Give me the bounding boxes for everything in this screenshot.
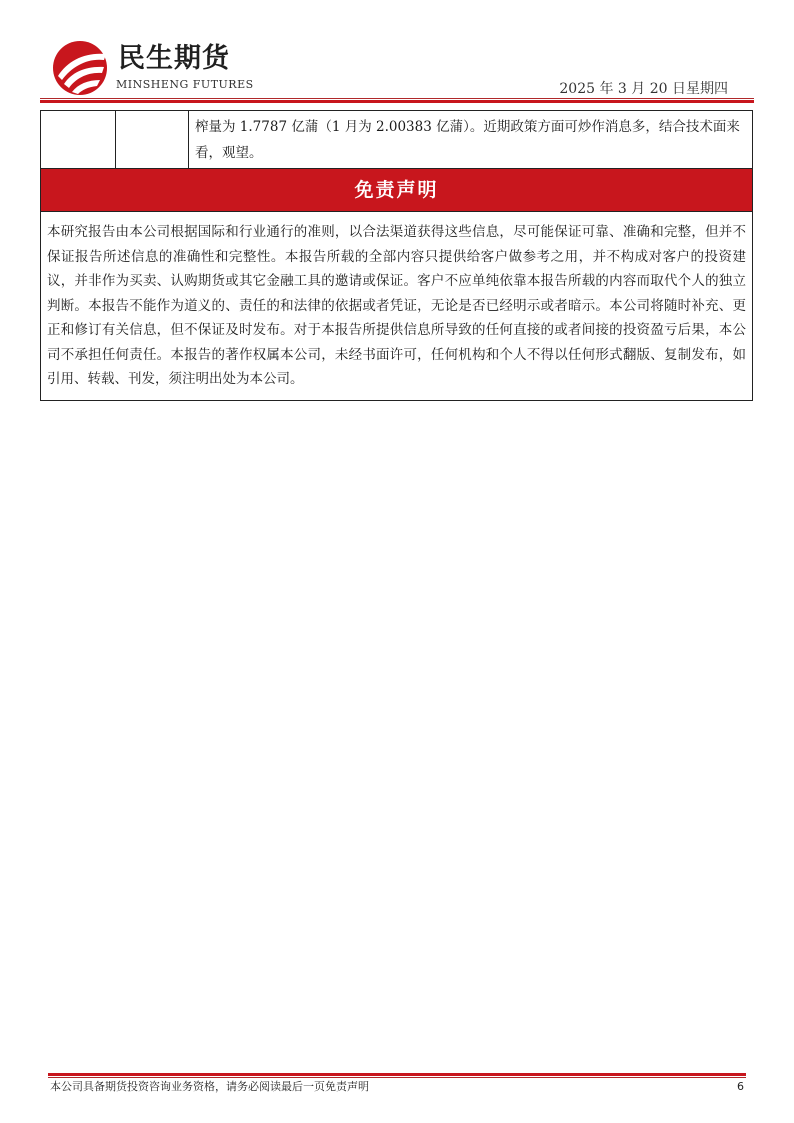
content-table xyxy=(40,110,753,401)
table-cell-empty xyxy=(116,111,189,168)
brand-name-en: MINSHENG FUTURES xyxy=(116,78,254,91)
brand-name-cn: 民生期货 xyxy=(118,43,230,74)
header-divider-thin xyxy=(40,98,754,99)
footer-divider-thin xyxy=(48,1077,746,1078)
minsheng-logo-icon xyxy=(50,40,110,96)
header-divider-thick xyxy=(40,100,754,103)
table-row xyxy=(41,111,752,169)
page-number: 6 xyxy=(737,1080,744,1093)
footer-divider-thick xyxy=(48,1073,746,1076)
disclaimer-banner: 免责声明 xyxy=(41,169,752,212)
table-cell-text: 榨量为 1.7787 亿蒲（1 月为 2.00383 亿蒲）。近期政策方面可炒作消息多，结合技术面来看，观望。 xyxy=(195,119,740,161)
disclaimer-text: 本研究报告由本公司根据国际和行业通行的准则，以合法渠道获得这些信息，尽可能保证可靠、准确和完整，但并不保证报告所述信息的准确性和完整性。本报告所载的全部内容只提供给客户做参考之用，并不构成对客户的投资建议，并非作为买卖、认购期货或其它金融工具的邀请或保证。客户不应单纯依靠本报告所载的内容而取代个人的独立判断。本报告不能作为道义的、责任的和法律的依据或者凭证，无论是否已经明示或者暗示。本公司将随时补充、更正和修订有关信息，但不保证及时发布。对于本报告所提供信息所导致的任何直接的或者间接的投资盈亏后果，本公司不承担任何责任。本报告的著作权属本公司，未经书面许可，任何机构和个人不得以任何形式翻版、复制发布，如引用、转载、刊发，须注明出处为本公司。 xyxy=(47,224,746,387)
footer-notice: 本公司具备期货投资咨询业务资格，请务必阅读最后一页免责声明 xyxy=(50,1080,369,1093)
table-cell-empty xyxy=(41,111,116,168)
report-date: 2025 年 3 月 20 日星期四 xyxy=(559,81,728,97)
